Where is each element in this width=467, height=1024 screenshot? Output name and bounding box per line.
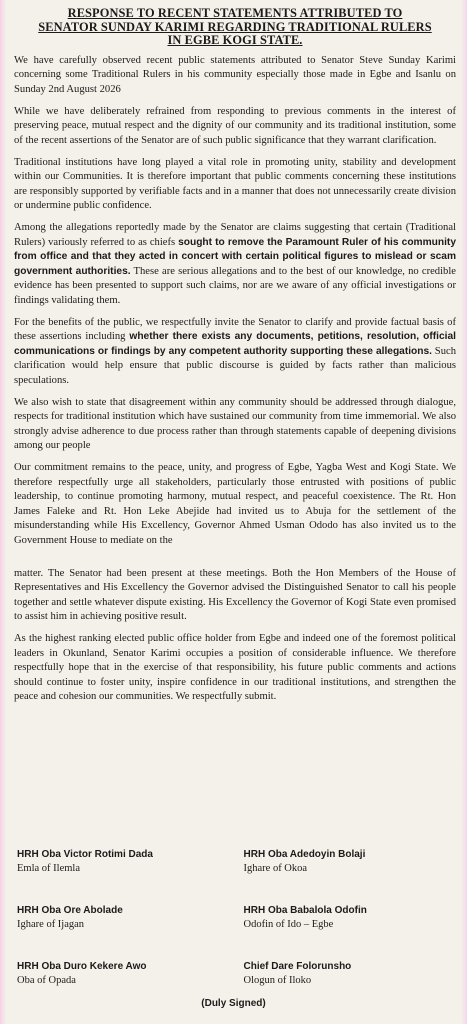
paragraph-allegations bbox=[14, 221, 456, 308]
title-line-2: SENATOR SUNDAY KARIMI REGARDING TRADITIONAL RULERS bbox=[38, 19, 432, 34]
signatory-title: Emla of Ilemla bbox=[17, 863, 80, 874]
document-title bbox=[14, 7, 456, 48]
duly-signed-note: (Duly Signed) bbox=[201, 998, 266, 1009]
paragraph-closing: As the highest ranking elected public office holder from Egbe and indeed one of the foremost political leaders in Okunland, Senator Karimi occupies a position of considerable influence. We therefore respectfully hope that in the exercise of that responsibility, his future public comments and actions should continue to foster unity, inspire confidence in our traditional institutions, and strengthen the peace and cohesion our communities. We respectfully submit. bbox=[14, 633, 456, 703]
signatory-name: HRH Oba Ore Abolade bbox=[17, 905, 123, 916]
title-line-3: IN EGBE KOGI STATE. bbox=[167, 33, 303, 48]
signatory bbox=[17, 848, 230, 904]
title-line-1: RESPONSE TO RECENT STATEMENTS ATTRIBUTED TO bbox=[67, 6, 403, 20]
paragraph-dialogue: We also wish to state that disagreement within any community should be addressed through dialogue, respects for traditional institution which have sustained our community from time immemorial. We also strongly advise adherence to due process rather than through statements capable of deepening divisions among our people bbox=[14, 396, 456, 452]
signatory-name: HRH Oba Adedoyin Bolaji bbox=[243, 849, 366, 860]
allegations-text-start: Among the allegations reportedly made by the Senator are claims suggesting that certain (Traditional Rulers) variously referred to as chiefs bbox=[14, 222, 456, 248]
signatory-title: Ologun of Iloko bbox=[243, 975, 312, 986]
paragraph-commitment: Our commitment remains to the peace, unity, and progress of Egbe, Yagba West and Kogi State. We therefore respectfully urge all stakeholders, particularly those entrusted with positions of public leadership, to continue promoting harmony, mutual respect, and peaceful coexistence. The Rt. Hon James Faleke and Rt. Hon Leke Abejide had invited us to Abuja for the settlement of the misunderstanding while His Excellency, Governor Ahmed Usman Ododo has also invited us to the Government House to mediate on the bbox=[14, 462, 456, 546]
paragraph-traditional-institutions: Traditional institutions have long played a vital role in promoting unity, stability and development within our Communities. It is therefore important that public comments concerning these institutions are responsibly supported by verifiable facts and in a manner that does not unnecessarily create division or undermine public confidence. bbox=[14, 156, 456, 212]
paragraph-observation: We have carefully observed recent public statements attributed to Senator Steve Sunday Karimi concerning some Traditional Rulers in his community especially those made in Egbe and Isanlu on Sunday 2nd August 2026 bbox=[14, 54, 456, 95]
paragraph-clarification-request bbox=[14, 316, 456, 389]
signatory-title: Odofin of Ido – Egbe bbox=[243, 919, 334, 930]
signatory-row bbox=[17, 904, 456, 960]
clarification-bold-text: whether there exists any documents, petitions, resolution, official communications or findings by any competent authority supporting these allegations. bbox=[14, 331, 456, 357]
signatory bbox=[230, 904, 457, 960]
signatory bbox=[17, 904, 230, 960]
signatory-row bbox=[17, 848, 456, 904]
page-break-gap bbox=[14, 556, 456, 567]
signatories-block bbox=[17, 848, 456, 1016]
paragraph-meetings: matter. The Senator had been present at these meetings. Both the Hon Members of the House of Representatives and His Excellency the Governor advised the Distinguished Senator to call his people together and settle whatever dispute existing. His Excellency the Governor of Kogi State even promised to assist him in achieving positive result. bbox=[14, 567, 456, 623]
signatory-name: HRH Oba Victor Rotimi Dada bbox=[17, 849, 153, 860]
signatory-name: HRH Oba Babalola Odofin bbox=[243, 905, 367, 916]
paragraph-restraint: While we have deliberately refrained from responding to previous comments in the interest of preserving peace, mutual respect and the dignity of our community and its traditional institution, some of the recent assertions of the Senator are of such public significance that they warrant clarification. bbox=[14, 105, 456, 146]
allegations-bold-text: sought to remove the Paramount Ruler of his community from office and that they acted in concert with certain political figures to mislead or scam government authorities. bbox=[14, 236, 456, 277]
signatory-title: Ighare of Okoa bbox=[243, 863, 308, 874]
signatory-title: Oba of Opada bbox=[17, 975, 76, 986]
clarification-text-start: For the benefits of the public, we respectfully invite the Senator to clarify and provide factual basis of these assertions including bbox=[14, 316, 456, 343]
signatory-title: Ighare of Ijagan bbox=[17, 919, 85, 930]
signatory bbox=[230, 848, 457, 904]
signatory-name: HRH Oba Duro Kekere Awo bbox=[17, 961, 147, 972]
clarification-text-end: Such clarification would help ensure that public discourse is guided by facts rather than malicious speculations. bbox=[14, 345, 456, 386]
allegations-text-end: These are serious allegations and to the best of our knowledge, no credible evidence has been presented to support such claims, nor are we aware of any official investigations or findings validating them. bbox=[14, 265, 456, 306]
signatory-name: Chief Dare Folorunsho bbox=[243, 961, 352, 972]
